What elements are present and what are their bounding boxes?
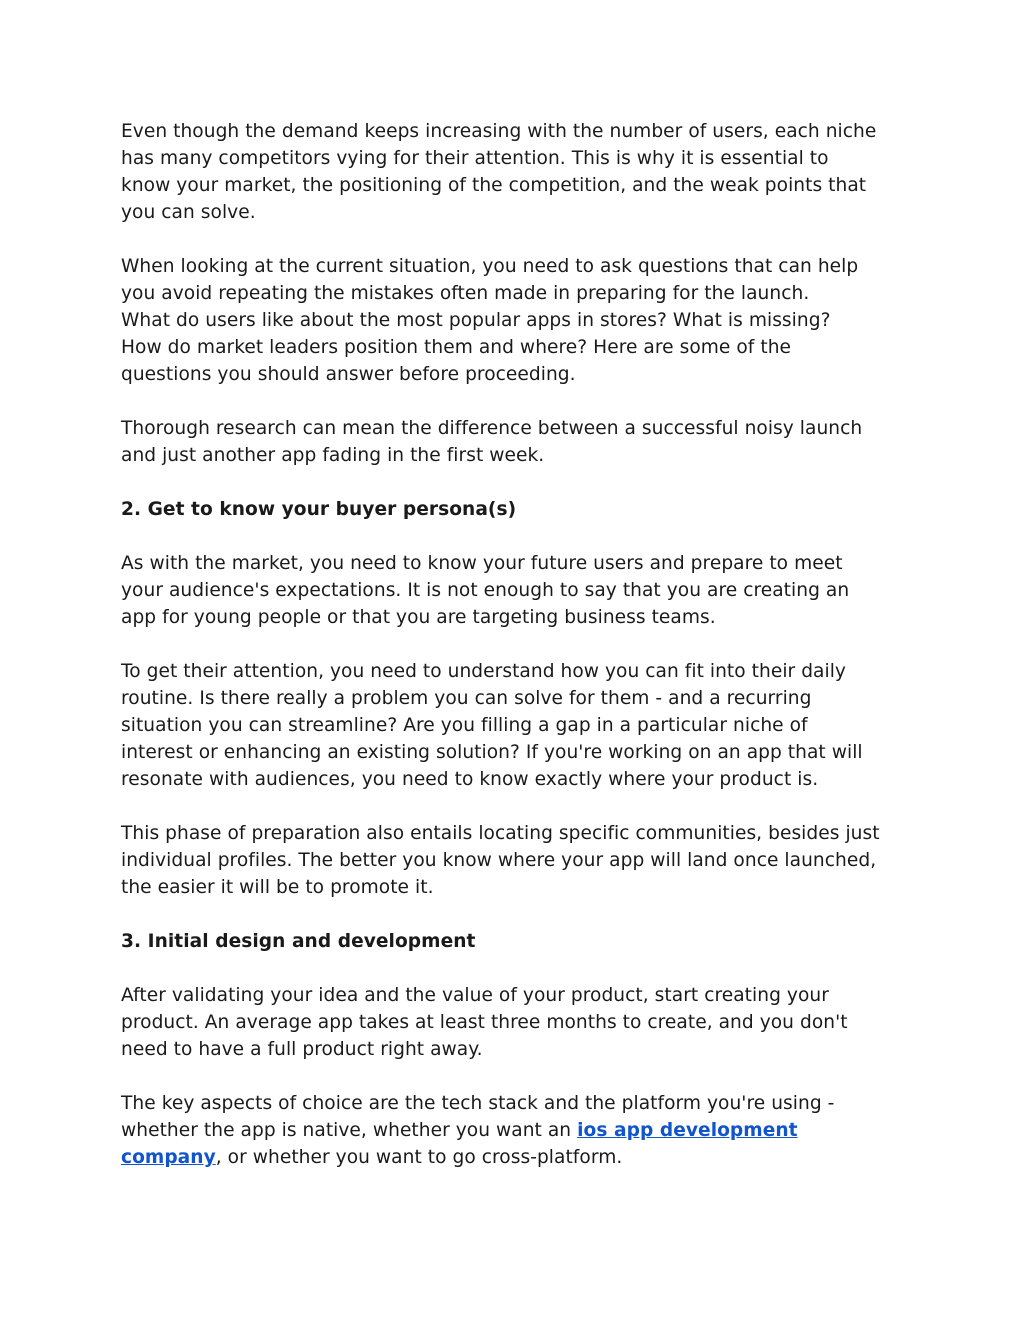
text-line: What do users like about the most popular apps in stores? What is missing? — [121, 310, 831, 331]
text-line: individual profiles. The better you know where your app will land once launched, — [121, 850, 877, 871]
text-line: you can solve. — [121, 202, 256, 223]
text-segment: whether the app is native, whether you want an — [121, 1120, 578, 1141]
section-3-paragraph-1 — [121, 982, 911, 1063]
section-3-heading: 3. Initial design and development — [121, 931, 476, 952]
text-segment: , or whether you want to go cross-platform. — [215, 1147, 623, 1168]
text-line: questions you should answer before proceeding. — [121, 364, 576, 385]
section-2-paragraph-1 — [121, 550, 911, 631]
text-line: When looking at the current situation, you need to ask questions that can help — [121, 256, 859, 277]
text-line: interest or enhancing an existing solution? If you're working on an app that will — [121, 742, 863, 763]
text-line: you avoid repeating the mistakes often made in preparing for the launch. — [121, 283, 810, 304]
text-line — [121, 1144, 911, 1171]
intro-paragraph-1 — [121, 118, 911, 226]
text-line: need to have a full product right away. — [121, 1039, 483, 1060]
intro-paragraph-2 — [121, 253, 911, 388]
text-line: and just another app fading in the first week. — [121, 445, 545, 466]
text-line: situation you can streamline? Are you filling a gap in a particular niche of — [121, 715, 808, 736]
text-line: This phase of preparation also entails locating specific communities, besides just — [121, 823, 880, 844]
text-line: routine. Is there really a problem you can solve for them - and a recurring — [121, 688, 812, 709]
text-line: product. An average app takes at least three months to create, and you don't — [121, 1012, 848, 1033]
text-line: resonate with audiences, you need to know exactly where your product is. — [121, 769, 819, 790]
intro-paragraph-3 — [121, 415, 911, 469]
section-2-paragraph-2 — [121, 658, 911, 793]
text-line: app for young people or that you are targeting business teams. — [121, 607, 716, 628]
ios-app-development-company-link-continued[interactable]: company — [121, 1147, 216, 1168]
section-2-paragraph-3 — [121, 820, 911, 901]
text-line: The key aspects of choice are the tech stack and the platform you're using - — [121, 1093, 835, 1114]
document-page — [121, 118, 911, 1198]
text-line: To get their attention, you need to understand how you can fit into their daily — [121, 661, 846, 682]
text-line: Thorough research can mean the difference between a successful noisy launch — [121, 418, 863, 439]
section-2-heading: 2. Get to know your buyer persona(s) — [121, 499, 517, 520]
text-line: Even though the demand keeps increasing with the number of users, each niche — [121, 121, 877, 142]
text-line — [121, 1117, 911, 1144]
text-line: know your market, the positioning of the competition, and the weak points that — [121, 175, 867, 196]
text-line: After validating your idea and the value of your product, start creating your — [121, 985, 829, 1006]
text-line: As with the market, you need to know your future users and prepare to meet — [121, 553, 843, 574]
text-line: the easier it will be to promote it. — [121, 877, 434, 898]
text-line: has many competitors vying for their attention. This is why it is essential to — [121, 148, 829, 169]
text-line: How do market leaders position them and where? Here are some of the — [121, 337, 792, 358]
text-line: your audience's expectations. It is not enough to say that you are creating an — [121, 580, 850, 601]
ios-app-development-company-link[interactable]: ios app development — [577, 1120, 798, 1141]
section-3-paragraph-2 — [121, 1090, 911, 1171]
